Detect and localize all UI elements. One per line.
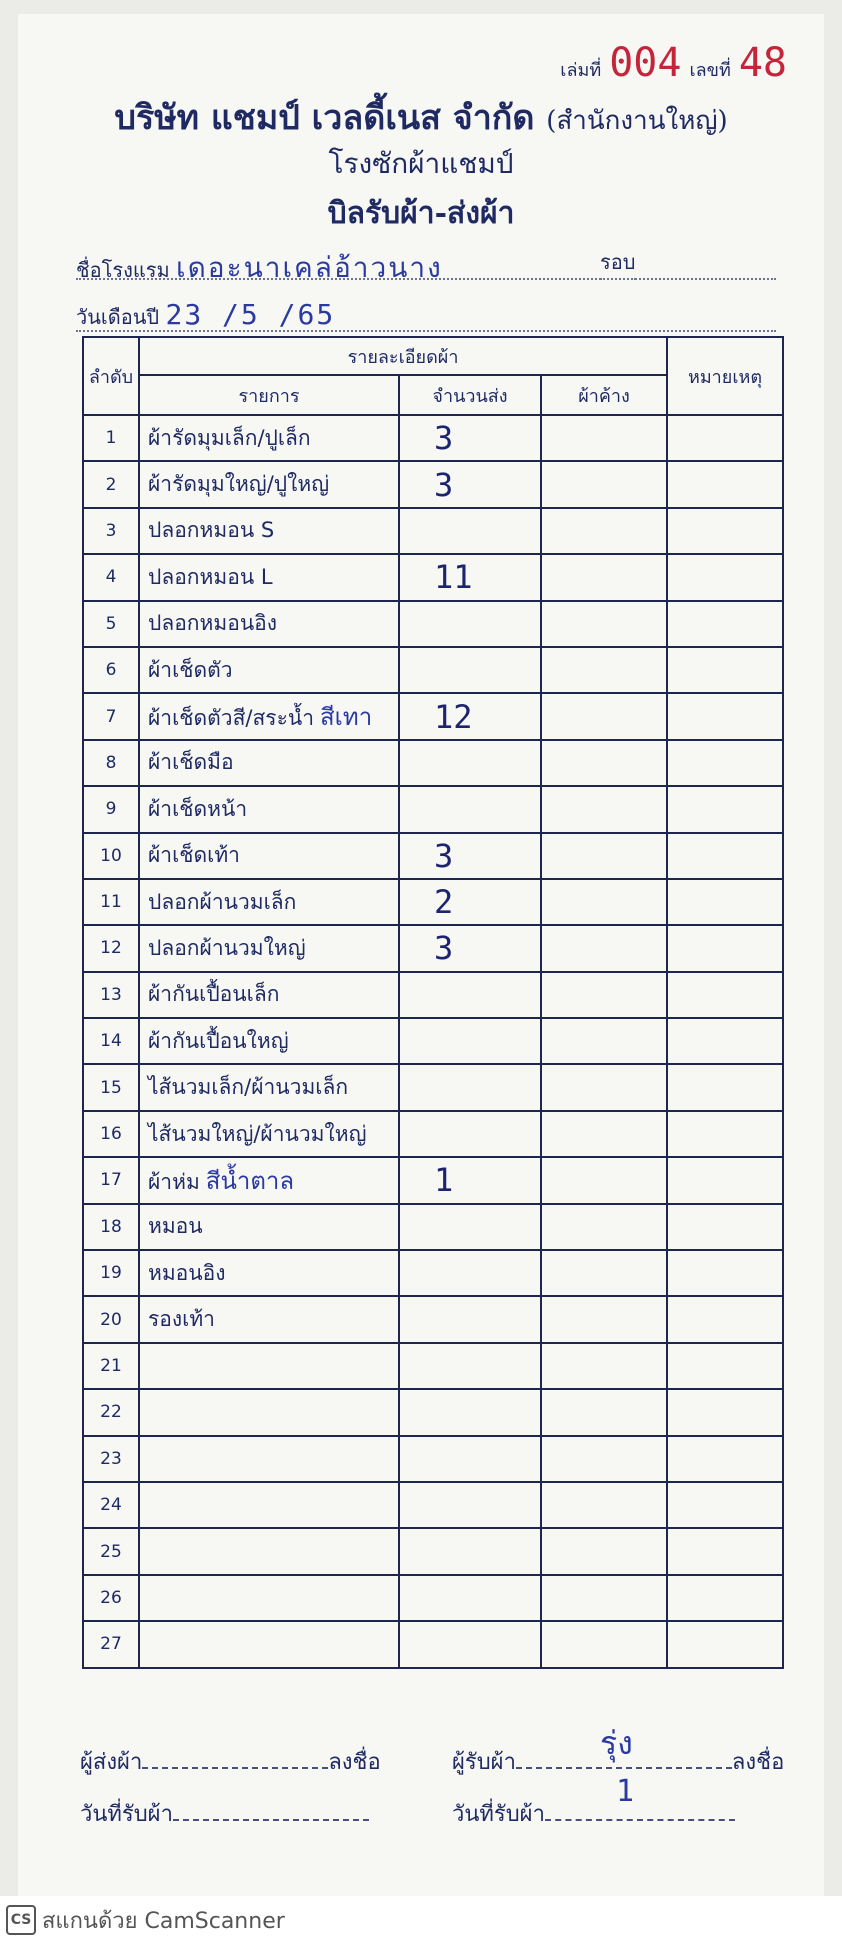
- row-item: [139, 1018, 399, 1064]
- row-number: 7: [83, 693, 139, 739]
- table-row: [83, 1064, 783, 1110]
- row-item-label: ผ้าเช็ดมือ: [148, 750, 234, 775]
- row-remark: [667, 879, 783, 925]
- row-remark: [667, 1204, 783, 1250]
- row-qty: 11: [399, 554, 541, 600]
- col-no-header: ลำดับ: [83, 337, 139, 415]
- row-pending: [541, 1621, 667, 1667]
- receiver-date-line: [545, 1797, 735, 1821]
- row-qty: [399, 1575, 541, 1621]
- row-remark: [667, 1436, 783, 1482]
- table-row: [83, 1343, 783, 1389]
- row-pending: [541, 740, 667, 786]
- row-qty: 2: [399, 879, 541, 925]
- row-pending: [541, 1436, 667, 1482]
- row-remark: [667, 1250, 783, 1296]
- row-item: [139, 1157, 399, 1203]
- sender-label: ผู้ส่งผ้า: [80, 1750, 143, 1775]
- row-item-label: ไส้นวมใหญ่/ผ้านวมใหญ่: [148, 1121, 367, 1146]
- row-qty: [399, 1389, 541, 1435]
- receiver-label: ผู้รับผ้า: [452, 1750, 516, 1775]
- doc-title: บิลรับผ้า-ส่งผ้า: [327, 196, 515, 231]
- row-qty: [399, 1018, 541, 1064]
- row-qty: [399, 1436, 541, 1482]
- row-item: [139, 1296, 399, 1342]
- row-remark: [667, 833, 783, 879]
- row-pending: [541, 786, 667, 832]
- row-qty: [399, 1064, 541, 1110]
- row-item-label: ไส้นวมเล็ก/ผ้านวมเล็ก: [148, 1075, 349, 1100]
- row-item-label: ปลอกหมอนอิง: [148, 611, 278, 636]
- table-row: [83, 1204, 783, 1250]
- row-pending: [541, 1296, 667, 1342]
- camscanner-footer: [0, 1896, 842, 1944]
- company-branch: (สำนักงานใหญ่): [546, 106, 728, 136]
- row-item-label: ผ้าเช็ดตัว: [148, 657, 233, 682]
- receiver-date-label: วันที่รับผ้า: [452, 1802, 545, 1827]
- table-row: [83, 1528, 783, 1574]
- row-item-note: สีเทา: [320, 703, 373, 732]
- row-remark: [667, 647, 783, 693]
- row-item: [139, 693, 399, 739]
- number-label: เลขที่: [689, 60, 731, 81]
- row-number: 25: [83, 1528, 139, 1574]
- row-qty: 3: [399, 925, 541, 971]
- row-pending: [541, 972, 667, 1018]
- row-number: 24: [83, 1482, 139, 1528]
- row-pending: [541, 1250, 667, 1296]
- row-remark: [667, 1575, 783, 1621]
- table-row: [83, 1018, 783, 1064]
- table-row: [83, 415, 783, 461]
- row-item: [139, 972, 399, 1018]
- row-qty: 1: [399, 1157, 541, 1203]
- row-number: 20: [83, 1296, 139, 1342]
- row-item: [139, 461, 399, 507]
- row-pending: [541, 693, 667, 739]
- row-remark: [667, 461, 783, 507]
- book-no-value: 004: [609, 40, 682, 86]
- row-qty: [399, 601, 541, 647]
- row-remark: [667, 1343, 783, 1389]
- row-number: 8: [83, 740, 139, 786]
- row-item: [139, 1389, 399, 1435]
- row-pending: [541, 833, 667, 879]
- table-row: [83, 1575, 783, 1621]
- col-pending-header: ผ้าค้าง: [541, 375, 667, 415]
- row-number: 9: [83, 786, 139, 832]
- row-remark: [667, 1528, 783, 1574]
- row-item-label: ผ้าเช็ดหน้า: [148, 796, 248, 821]
- row-number: 14: [83, 1018, 139, 1064]
- row-number: 12: [83, 925, 139, 971]
- sender-sign-label: ลงชื่อ: [328, 1750, 381, 1775]
- row-qty: [399, 508, 541, 554]
- table-row: [83, 647, 783, 693]
- row-pending: [541, 925, 667, 971]
- row-remark: [667, 601, 783, 647]
- row-number: 10: [83, 833, 139, 879]
- row-qty: [399, 740, 541, 786]
- table-row: [83, 740, 783, 786]
- table-row: [83, 1111, 783, 1157]
- row-pending: [541, 1157, 667, 1203]
- table-row: [83, 1157, 783, 1203]
- row-remark: [667, 1111, 783, 1157]
- row-item: [139, 601, 399, 647]
- row-remark: [667, 415, 783, 461]
- row-item: [139, 1064, 399, 1110]
- hotel-value: เดอะนาเคล่อ้าวนาง: [176, 251, 443, 284]
- row-pending: [541, 1389, 667, 1435]
- row-pending: [541, 554, 667, 600]
- row-item: [139, 786, 399, 832]
- row-pending: [541, 1204, 667, 1250]
- row-item-label: ผ้าเช็ดเท้า: [148, 843, 240, 868]
- row-item: [139, 1575, 399, 1621]
- row-remark: [667, 1296, 783, 1342]
- sender-date-label: วันที่รับผ้า: [80, 1802, 173, 1827]
- row-item-label: ผ้ากันเปื้อนใหญ่: [148, 1028, 289, 1053]
- row-item-label: ปลอกผ้านวมใหญ่: [148, 935, 306, 960]
- table-row: [83, 601, 783, 647]
- date-field: [76, 298, 776, 332]
- row-item: [139, 1204, 399, 1250]
- row-remark: [667, 740, 783, 786]
- row-qty: [399, 1111, 541, 1157]
- row-number: 6: [83, 647, 139, 693]
- row-pending: [541, 461, 667, 507]
- row-remark: [667, 925, 783, 971]
- row-remark: [667, 1482, 783, 1528]
- row-item-label: ผ้าเช็ดตัวสี/สระน้ำ: [148, 706, 315, 731]
- row-pending: [541, 879, 667, 925]
- camscanner-text: สแกนด้วย CamScanner: [42, 1908, 285, 1934]
- row-number: 13: [83, 972, 139, 1018]
- factory-name: โรงซักผ้าแชมป์: [328, 147, 514, 180]
- row-remark: [667, 1621, 783, 1667]
- row-pending: [541, 601, 667, 647]
- table-row: [83, 1296, 783, 1342]
- receiver-date-row: [452, 1796, 735, 1831]
- row-qty: 3: [399, 833, 541, 879]
- row-item: [139, 1250, 399, 1296]
- table-row: [83, 554, 783, 600]
- row-qty: [399, 1621, 541, 1667]
- sender-date-row: [80, 1796, 369, 1831]
- receiver-signature: รุ่ง: [600, 1724, 633, 1762]
- row-item: [139, 879, 399, 925]
- row-item: [139, 1436, 399, 1482]
- col-item-header: รายการ: [139, 375, 399, 415]
- row-number: 23: [83, 1436, 139, 1482]
- row-number: 4: [83, 554, 139, 600]
- row-item: [139, 1482, 399, 1528]
- row-pending: [541, 1575, 667, 1621]
- row-item: [139, 925, 399, 971]
- row-number: 3: [83, 508, 139, 554]
- row-item-label: ปลอกหมอน L: [148, 564, 273, 589]
- row-item: [139, 1111, 399, 1157]
- row-pending: [541, 508, 667, 554]
- row-number: 11: [83, 879, 139, 925]
- row-item-label: รองเท้า: [148, 1307, 215, 1332]
- row-pending: [541, 1018, 667, 1064]
- row-qty: [399, 1204, 541, 1250]
- row-remark: [667, 1018, 783, 1064]
- table-row: [83, 461, 783, 507]
- table-row: [83, 879, 783, 925]
- row-number: 21: [83, 1343, 139, 1389]
- row-item: [139, 1621, 399, 1667]
- table-row: [83, 833, 783, 879]
- row-pending: [541, 1343, 667, 1389]
- col-detail-header: รายละเอียดผ้า: [139, 337, 667, 375]
- row-qty: 3: [399, 461, 541, 507]
- sender-date-line: [173, 1797, 369, 1821]
- book-number: [560, 40, 787, 86]
- company-name: [0, 90, 842, 144]
- items-table: [82, 336, 784, 1669]
- row-remark: [667, 554, 783, 600]
- row-remark: [667, 972, 783, 1018]
- receiver-date-mark: 1: [616, 1774, 635, 1809]
- table-row: [83, 925, 783, 971]
- company-text: บริษัท แชมป์ เวลดี้เนส จำกัด: [114, 98, 535, 138]
- table-row: [83, 1389, 783, 1435]
- row-qty: [399, 647, 541, 693]
- receiver-sign-label: ลงชื่อ: [731, 1750, 785, 1775]
- row-number: 22: [83, 1389, 139, 1435]
- row-item: [139, 1528, 399, 1574]
- date-label: วันเดือนปี: [76, 305, 160, 329]
- row-item-note: สีน้ำตาล: [205, 1166, 295, 1195]
- col-remark-header: หมายเหตุ: [667, 337, 783, 415]
- row-item: [139, 554, 399, 600]
- row-item: [139, 1343, 399, 1389]
- row-number: 15: [83, 1064, 139, 1110]
- hotel-field: [76, 246, 636, 284]
- row-item: [139, 833, 399, 879]
- row-number: 1: [83, 415, 139, 461]
- camscanner-logo-icon: CS: [6, 1905, 36, 1935]
- table-row: [83, 1621, 783, 1667]
- row-number: 5: [83, 601, 139, 647]
- row-item: [139, 415, 399, 461]
- row-item-label: ปลอกหมอน S: [148, 518, 275, 543]
- row-remark: [667, 1389, 783, 1435]
- row-item-label: ผ้ารัดมุมเล็ก/ปูเล็ก: [148, 425, 311, 450]
- col-qty-header: จำนวนส่ง: [399, 375, 541, 415]
- table-row: [83, 693, 783, 739]
- row-number: 18: [83, 1204, 139, 1250]
- hotel-label: ชื่อโรงแรม: [76, 258, 170, 282]
- row-qty: [399, 1343, 541, 1389]
- row-remark: [667, 693, 783, 739]
- round-field: [600, 246, 776, 280]
- row-pending: [541, 1064, 667, 1110]
- row-item: [139, 508, 399, 554]
- row-remark: [667, 508, 783, 554]
- row-item: [139, 740, 399, 786]
- row-pending: [541, 1482, 667, 1528]
- row-qty: 3: [399, 415, 541, 461]
- row-qty: [399, 1250, 541, 1296]
- row-number: 17: [83, 1157, 139, 1203]
- row-number: 26: [83, 1575, 139, 1621]
- round-label: รอบ: [600, 250, 636, 274]
- row-item-label: หมอน: [148, 1214, 203, 1239]
- row-number: 19: [83, 1250, 139, 1296]
- row-item-label: ผ้ารัดมุมใหญ่/ปูใหญ่: [148, 472, 330, 497]
- row-qty: [399, 1296, 541, 1342]
- table-row: [83, 1250, 783, 1296]
- row-pending: [541, 1528, 667, 1574]
- table-row: [83, 508, 783, 554]
- row-remark: [667, 786, 783, 832]
- row-qty: [399, 972, 541, 1018]
- row-qty: 12: [399, 693, 541, 739]
- row-qty: [399, 786, 541, 832]
- row-pending: [541, 415, 667, 461]
- row-remark: [667, 1157, 783, 1203]
- row-remark: [667, 1064, 783, 1110]
- row-qty: [399, 1528, 541, 1574]
- row-item-label: หมอนอิง: [148, 1260, 226, 1285]
- table-row: [83, 1436, 783, 1482]
- row-pending: [541, 647, 667, 693]
- sender-line: [142, 1745, 328, 1769]
- row-pending: [541, 1111, 667, 1157]
- date-value: 23 /5 /65: [165, 298, 336, 331]
- book-label: เล่มที่: [560, 60, 602, 81]
- number-value: 48: [738, 40, 787, 86]
- sender-row: [80, 1744, 381, 1779]
- row-number: 2: [83, 461, 139, 507]
- table-row: [83, 972, 783, 1018]
- row-qty: [399, 1482, 541, 1528]
- row-item-label: ปลอกผ้านวมเล็ก: [148, 889, 297, 914]
- row-number: 27: [83, 1621, 139, 1667]
- row-number: 16: [83, 1111, 139, 1157]
- row-item: [139, 647, 399, 693]
- table-row: [83, 786, 783, 832]
- row-item-label: ผ้าห่ม: [148, 1169, 200, 1194]
- row-item-label: ผ้ากันเปื้อนเล็ก: [148, 982, 280, 1007]
- table-row: [83, 1482, 783, 1528]
